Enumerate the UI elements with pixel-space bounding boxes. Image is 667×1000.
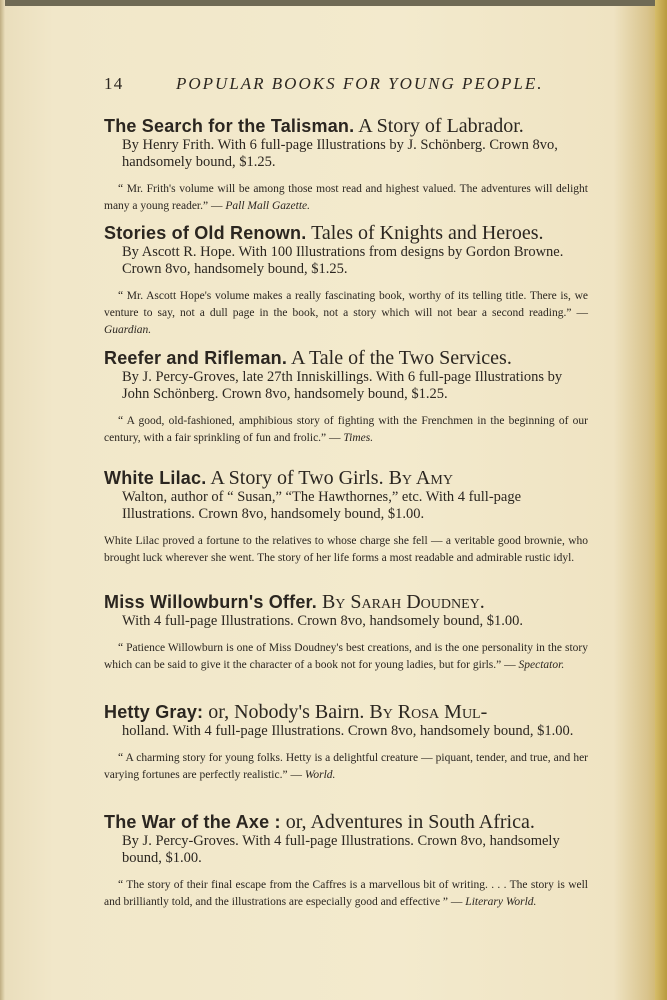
- page-left-edge: [0, 0, 5, 1000]
- running-head: [104, 74, 588, 96]
- running-title: POPULAR BOOKS FOR YOUNG PEOPLE.: [176, 74, 544, 93]
- book-title: White Lilac.: [104, 468, 207, 488]
- book-title: Miss Willowburn's Offer.: [104, 592, 317, 612]
- review-text: “ A good, old-fashioned, amphibious story of fighting with the Frenchmen in the beginning of our century, with a fair sprinkling of fun and frolic.” —: [104, 415, 588, 444]
- book-author-head: By Sarah Doudney.: [321, 591, 485, 613]
- book-review: [104, 181, 588, 215]
- book-details: holland. With 4 full-page Illustrations. Crown 8vo, handsomely bound, $1.00.: [122, 723, 574, 739]
- book-title: Hetty Gray:: [104, 702, 204, 722]
- review-source: Pall Mall Gazette.: [225, 200, 310, 212]
- book-review: [104, 750, 588, 784]
- book-review: [104, 288, 588, 339]
- book-review: [104, 877, 588, 911]
- page-top-edge: [0, 0, 667, 6]
- review-text: “ Mr. Ascott Hope's volume makes a really fascinating book, worthy of its telling title. There is, we venture to say, not a dull page in the book, not a story which will not bear a second reading.” —: [104, 290, 588, 319]
- review-text: “ Mr. Frith's volume will be among those most read and highest valued. The adventures will delight many a young reader.” —: [104, 183, 588, 212]
- book-entry: [104, 811, 588, 911]
- entry-headline: [104, 115, 588, 137]
- book-details: With 4 full-page Illustrations. Crown 8vo, handsomely bound, $1.00.: [122, 613, 523, 629]
- review-source: Literary World.: [465, 896, 537, 908]
- book-entry: [104, 701, 588, 784]
- page-number: 14: [104, 74, 124, 93]
- entry-headline: [104, 347, 588, 369]
- book-review: [104, 640, 588, 674]
- book-author-head: By Amy: [388, 467, 453, 489]
- book-details: Walton, author of “ Susan,” “The Hawthornes,” etc. With 4 full-page Illustrations. Crown 8vo, handsomely bound, $1.00.: [122, 489, 522, 522]
- book-entry: [104, 591, 588, 674]
- book-title: The Search for the Talisman.: [104, 116, 355, 136]
- book-subtitle: A Story of Two Girls.: [210, 467, 384, 489]
- page-right-edge: [655, 0, 667, 1000]
- entry-headline: [104, 701, 588, 723]
- book-details: By Ascott R. Hope. With 100 Illustrations from designs by Gordon Browne. Crown 8vo, handsomely bound, $1.25.: [122, 244, 564, 277]
- review-text: White Lilac proved a fortune to the relatives to whose charge she fell — a veritable good brownie, who brought luck wherever she went. The story of her life forms a most readable and admirable rustic idyl.: [104, 535, 588, 564]
- entry-headline: [104, 467, 588, 489]
- book-subtitle: or, Nobody's Bairn.: [208, 701, 365, 723]
- entry-headline: [104, 591, 588, 613]
- review-text: “ A charming story for young folks. Hetty is a delightful creature — piquant, tender, and true, and her varying fortunes are perfectly realistic.” —: [104, 752, 588, 781]
- book-entry: [104, 115, 588, 215]
- book-title: Reefer and Rifleman.: [104, 348, 288, 368]
- book-author-head: By Rosa Mul-: [369, 701, 488, 723]
- book-subtitle: A Story of Labrador.: [358, 115, 524, 137]
- book-review: [104, 413, 588, 447]
- entry-headline: [104, 222, 588, 244]
- book-entry: [104, 347, 588, 447]
- book-title: The War of the Axe :: [104, 812, 281, 832]
- review-text: “ Patience Willowburn is one of Miss Doudney's best creations, and is the one personality in the story which can be said to give it the character of a book not for young ladies, but for girls.” —: [104, 642, 588, 671]
- review-source: Times.: [343, 432, 374, 444]
- book-details: By J. Percy-Groves. With 4 full-page Illustrations. Crown 8vo, handsomely bound, $1.00.: [122, 833, 560, 866]
- review-source: World.: [304, 769, 336, 781]
- book-title: Stories of Old Renown.: [104, 223, 307, 243]
- review-source: Guardian.: [104, 324, 152, 336]
- book-entry: [104, 222, 588, 339]
- book-entry: [104, 467, 588, 567]
- review-text: “ The story of their final escape from the Caffres is a marvellous bit of writing. . . . The story is well and brilliantly told, and the illustrations are especially good and effective ” —: [104, 879, 588, 908]
- book-review: [104, 533, 588, 567]
- review-source: Spectator.: [518, 659, 565, 671]
- book-subtitle: or, Adventures in South Africa.: [285, 811, 535, 833]
- book-subtitle: A Tale of the Two Services.: [290, 347, 512, 369]
- book-subtitle: Tales of Knights and Heroes.: [311, 222, 544, 244]
- book-details: By Henry Frith. With 6 full-page Illustrations by J. Schönberg. Crown 8vo, handsomely bound, $1.25.: [122, 137, 558, 170]
- entry-headline: [104, 811, 588, 833]
- book-details: By J. Percy-Groves, late 27th Inniskillings. With 6 full-page Illustrations by John Schönberg. Crown 8vo, handsomely bound, $1.25.: [122, 369, 563, 402]
